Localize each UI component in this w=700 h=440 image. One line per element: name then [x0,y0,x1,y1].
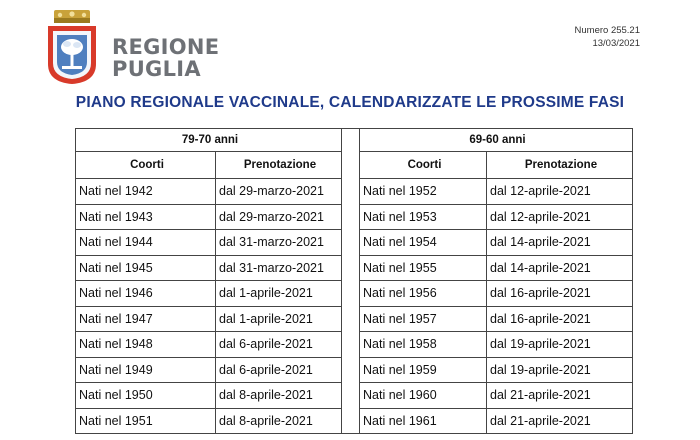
brand-line-2: PUGLIA [112,57,201,81]
right-date-cell: dal 12-aprile-2021 [487,204,633,230]
right-date-cell: dal 21-aprile-2021 [487,408,633,434]
right-cohort-cell: Nati nel 1961 [360,408,487,434]
right-cohort-cell: Nati nel 1955 [360,255,487,281]
right-date-cell: dal 19-aprile-2021 [487,357,633,383]
right-date-cell: dal 16-aprile-2021 [487,306,633,332]
left-date-cell: dal 31-marzo-2021 [216,230,342,256]
header-booking-right: Prenotazione [487,152,633,179]
header-booking-left: Prenotazione [216,152,342,179]
age-group-row [76,129,633,152]
right-date-cell: dal 12-aprile-2021 [487,179,633,205]
brand-wordmark [112,36,219,80]
left-date-cell: dal 8-aprile-2021 [216,383,342,409]
vaccination-schedule-table [75,128,633,434]
column-separator [342,129,360,434]
left-cohort-cell: Nati nel 1944 [76,230,216,256]
right-cohort-cell: Nati nel 1958 [360,332,487,358]
brand-line-1: REGIONE [112,35,220,59]
document-date: 13/03/2021 [592,38,640,49]
left-cohort-cell: Nati nel 1950 [76,383,216,409]
document-number: Numero 255.21 [574,25,640,36]
left-date-cell: dal 6-aprile-2021 [216,357,342,383]
right-cohort-cell: Nati nel 1954 [360,230,487,256]
right-date-cell: dal 19-aprile-2021 [487,332,633,358]
age-group-right: 69-60 anni [360,129,633,152]
right-cohort-cell: Nati nel 1957 [360,306,487,332]
right-cohort-cell: Nati nel 1960 [360,383,487,409]
left-date-cell: dal 29-marzo-2021 [216,179,342,205]
left-cohort-cell: Nati nel 1947 [76,306,216,332]
left-cohort-cell: Nati nel 1951 [76,408,216,434]
left-cohort-cell: Nati nel 1943 [76,204,216,230]
right-cohort-cell: Nati nel 1959 [360,357,487,383]
regione-puglia-logo [44,6,100,86]
right-date-cell: dal 14-aprile-2021 [487,230,633,256]
left-date-cell: dal 31-marzo-2021 [216,255,342,281]
right-date-cell: dal 21-aprile-2021 [487,383,633,409]
left-cohort-cell: Nati nel 1949 [76,357,216,383]
left-date-cell: dal 29-marzo-2021 [216,204,342,230]
header-cohorts-right: Coorti [360,152,487,179]
right-cohort-cell: Nati nel 1952 [360,179,487,205]
left-date-cell: dal 6-aprile-2021 [216,332,342,358]
document-meta [575,24,640,50]
left-date-cell: dal 1-aprile-2021 [216,306,342,332]
left-cohort-cell: Nati nel 1942 [76,179,216,205]
crown-icon [54,10,90,23]
page-title: PIANO REGIONALE VACCINALE, CALENDARIZZATE LE PROSSIME FASI [75,94,625,111]
header-cohorts-left: Coorti [76,152,216,179]
left-date-cell: dal 8-aprile-2021 [216,408,342,434]
age-group-left: 79-70 anni [76,129,342,152]
right-date-cell: dal 14-aprile-2021 [487,255,633,281]
right-cohort-cell: Nati nel 1953 [360,204,487,230]
right-date-cell: dal 16-aprile-2021 [487,281,633,307]
left-date-cell: dal 1-aprile-2021 [216,281,342,307]
left-cohort-cell: Nati nel 1946 [76,281,216,307]
left-cohort-cell: Nati nel 1948 [76,332,216,358]
left-cohort-cell: Nati nel 1945 [76,255,216,281]
right-cohort-cell: Nati nel 1956 [360,281,487,307]
